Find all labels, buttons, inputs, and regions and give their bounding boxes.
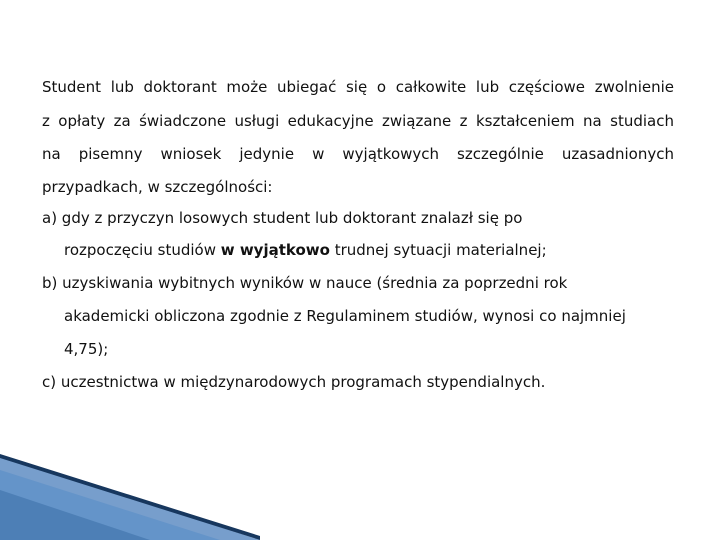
item-c-line-1: c) uczestnictwa w międzynarodowych programach stypendialnych. <box>42 373 546 391</box>
item-b-line-3: 4,75); <box>64 340 109 358</box>
paragraph-line-2: z opłaty za świadczone usługi edukacyjne związane z kształceniem na studiach <box>42 112 674 130</box>
corner-decoration <box>0 440 260 540</box>
item-a-line-1: a) gdy z przyczyn losowych student lub doktorant znalazł się po <box>42 209 523 227</box>
item-a-line-2 <box>64 240 547 260</box>
item-a-text-start: rozpoczęciu studiów <box>64 241 221 259</box>
paragraph-line-1: Student lub doktorant może ubiegać się o całkowite lub częściowe zwolnienie <box>42 78 674 96</box>
item-b-line-1: b) uzyskiwania wybitnych wyników w nauce (średnia za poprzedni rok <box>42 274 568 292</box>
paragraph-line-4: przypadkach, w szczególności: <box>42 178 273 196</box>
item-b-line-2: akademicki obliczona zgodnie z Regulaminem studiów, wynosi co najmniej <box>64 307 626 325</box>
item-a-text-end: trudnej sytuacji materialnej; <box>329 241 547 259</box>
paragraph-line-3: na pisemny wniosek jedynie w wyjątkowych szczególnie uzasadnionych <box>42 145 674 163</box>
item-a-bold-text: w wyjątkowo <box>220 241 330 259</box>
